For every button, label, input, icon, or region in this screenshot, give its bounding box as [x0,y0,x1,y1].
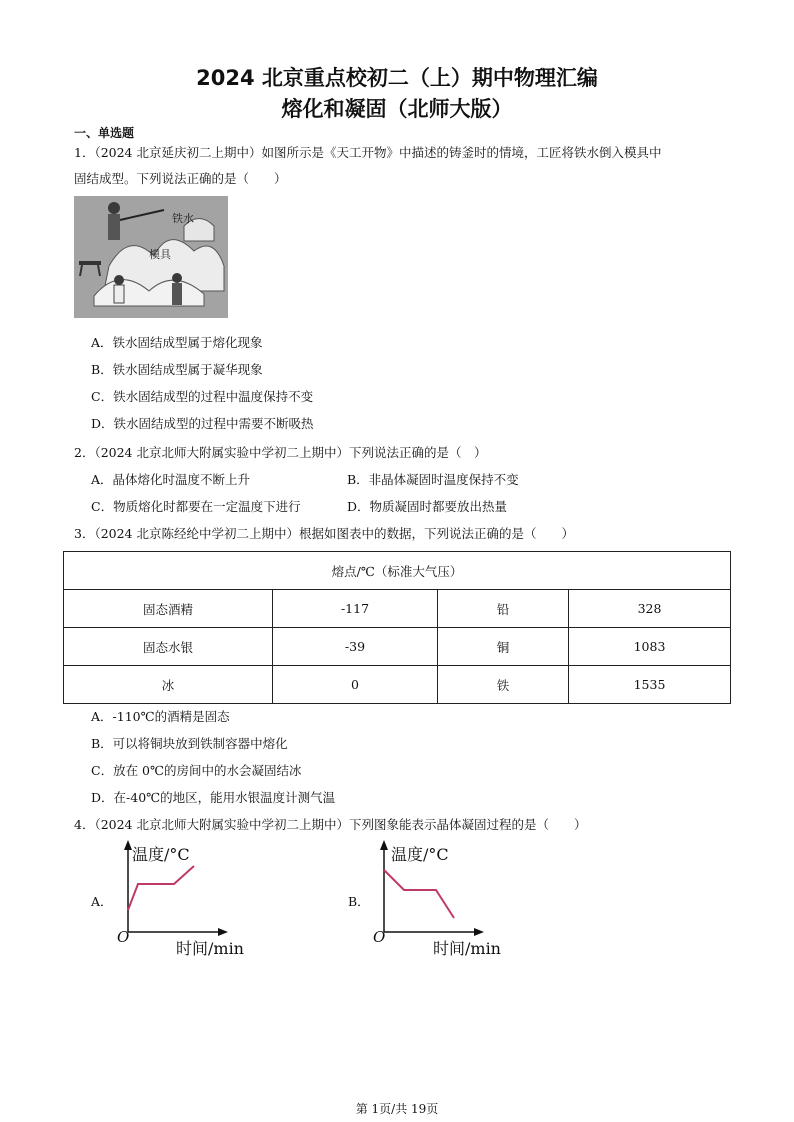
q2-option-d: D．物质凝固时都要放出热量 [347,499,508,514]
q3-option-c: C．放在 0℃的房间中的水会凝固结冰 [91,763,302,778]
graph-a-x-arrow [218,928,228,936]
q4-stem: 4．（2024 北京北师大附属实验中学初二上期中）下列图象能表示晶体凝固过程的是（ ） [74,817,587,832]
page-title-line1: 2024 北京重点校初二（上）期中物理汇编 [196,66,598,90]
table-cell: 固态酒精 [64,590,273,628]
page-footer: 第 1页/共 19页 [355,1102,439,1116]
table-cell: -117 [273,590,438,628]
table-cell: -39 [273,628,438,666]
table-cell: 328 [569,590,731,628]
casting-illustration [74,196,228,318]
q1-option-d: D．铁水固结成型的过程中需要不断吸热 [91,416,314,431]
table-cell: 铜 [438,628,569,666]
q1-option-c: C．铁水固结成型的过程中温度保持不变 [91,389,314,404]
table-cell: 1083 [569,628,731,666]
page-title-line2: 熔化和凝固（北师大版） [281,97,513,121]
graph-a-ylabel: 温度/°C [132,845,190,864]
graph-b-y-arrow [380,840,388,850]
q2-option-a: A．晶体熔化时温度不断上升 [91,472,251,487]
melting-point-table [63,551,731,704]
q2-option-c: C．物质熔化时都要在一定温度下进行 [91,499,301,514]
q1-option-a: A．铁水固结成型属于熔化现象 [91,335,263,350]
graph-a-y-arrow [124,840,132,850]
q1-option-b: B．铁水固结成型属于凝华现象 [91,362,263,377]
q2-option-b: B．非晶体凝固时温度保持不变 [347,472,519,487]
table-row [64,666,731,704]
table-cell: 0 [273,666,438,704]
graph-a-origin: O [117,928,130,946]
section-heading: 一、单选题 [74,126,135,140]
graph-a-curve [128,866,194,910]
table-cell: 冰 [64,666,273,704]
graph-b-label: B． [348,894,370,909]
graph-b-curve [384,870,454,918]
q3-stem: 3．（2024 北京陈经纶中学初二上期中）根据如图表中的数据，下列说法正确的是（ ） [74,526,574,541]
table-cell: 固态水银 [64,628,273,666]
q3-option-a: A．-110℃的酒精是固态 [91,709,230,724]
table-row [64,628,731,666]
iron-label: 铁水 [172,212,194,225]
graph-b-xlabel: 时间/min [433,939,501,958]
q1-stem-line2: 固结成型。下列说法正确的是（ ） [74,171,287,186]
graph-a-label: A． [91,894,113,909]
graph-b-origin: O [373,928,386,946]
graph-b-ylabel: 温度/°C [391,845,449,864]
q1-stem-line1: 1．（2024 北京延庆初二上期中）如图所示是《天工开物》中描述的铸釜时的情境，工匠将铁水倒入模具中 [74,145,662,160]
mold-label: 模具 [149,248,171,261]
graph-a-xlabel: 时间/min [176,939,244,958]
table-cell: 铅 [438,590,569,628]
table-header: 熔点/℃（标准大气压） [64,552,731,590]
table-cell: 铁 [438,666,569,704]
graph-b-x-arrow [474,928,484,936]
q3-option-b: B．可以将铜块放到铁制容器中熔化 [91,736,288,751]
q3-option-d: D．在-40℃的地区，能用水银温度计测气温 [91,790,336,805]
q2-stem: 2．（2024 北京北师大附属实验中学初二上期中）下列说法正确的是（ ） [74,445,487,460]
table-row [64,590,731,628]
table-cell: 1535 [569,666,731,704]
